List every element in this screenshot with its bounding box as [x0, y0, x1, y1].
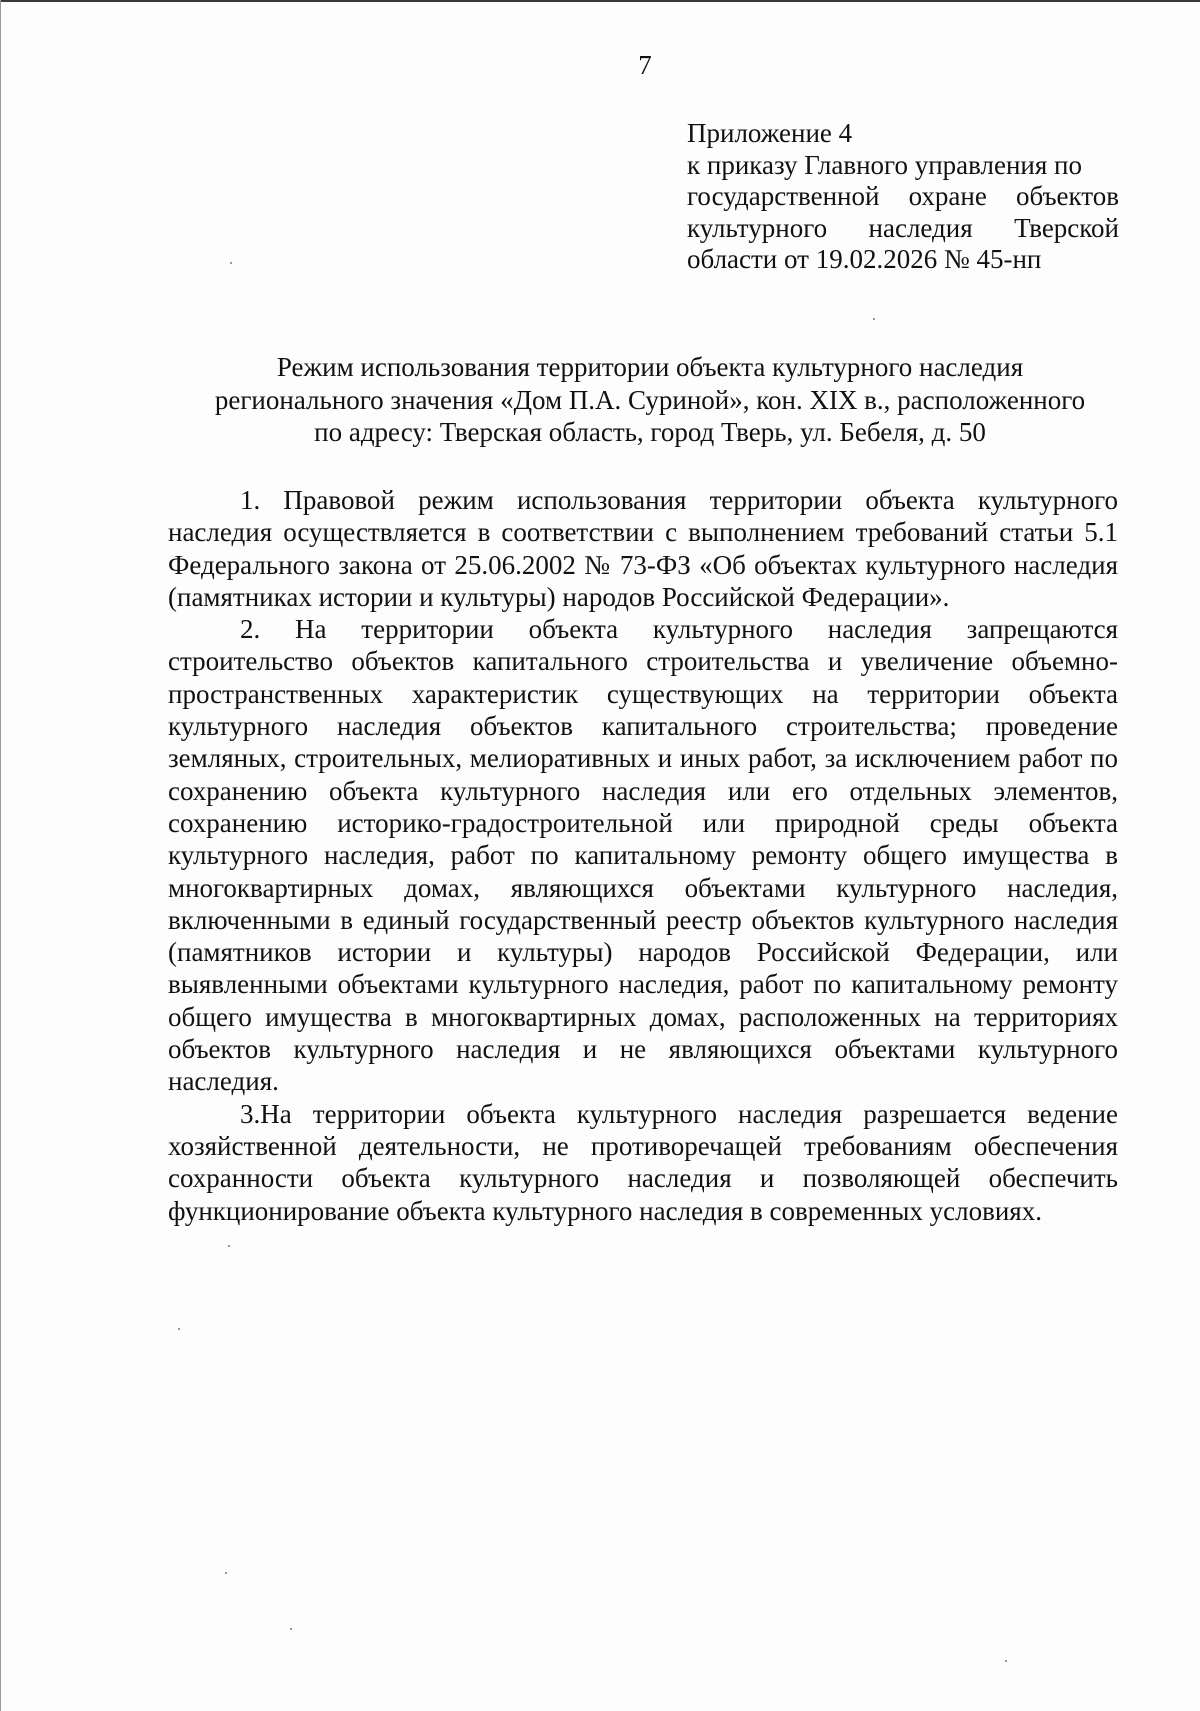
title-line: регионального значения «Дом П.А. Суриной», кон. XIX в., расположенного	[214, 384, 1086, 415]
paragraph: 2. На территории объекта культурного наследия запрещаются строительство объектов капитального строительства и увеличение объемно-пространственных характеристик существующих на территории объекта культурного наследия объектов капитального строительства; проведение земляных, строительных, мелиоративных и иных работ, за исключением работ по сохранению объекта культурного наследия или его отдельных элементов, сохранению историко-градостроительной или природной среды объекта культурного наследия, работ по капитальному ремонту общего имущества в многоквартирных домах, являющихся объектами культурного наследия, включенными в единый государственный реестр объектов культурного наследия (памятников истории и культуры) народов Российской Федерации, или выявленными объектами культурного наследия, работ по капитальному ремонту общего имущества в многоквартирных домах, расположенных на территориях объектов культурного наследия и не являющихся объектами культурного наследия.	[168, 614, 1118, 1097]
title-line: по адресу: Тверская область, город Тверь, ул. Бебеля, д. 50	[314, 417, 986, 447]
document-body	[168, 484, 1118, 1227]
title-line: Режим использования территории объекта культурного наследия	[276, 352, 1024, 382]
paragraph: 3.На территории объекта культурного наследия разрешается ведение хозяйственной деятельности, не противоречащей требованиям обеспечения сохранности объекта культурного наследия и позволяющей обеспечить функционирование объекта культурного наследия в современных условиях.	[168, 1098, 1118, 1226]
appendix-line: к приказу Главного управления по	[687, 149, 1082, 180]
scan-speck	[1005, 1660, 1007, 1662]
scan-speck	[230, 262, 232, 264]
appendix-line: области от 19.02.2026 № 45-нп	[687, 244, 1042, 274]
appendix-header	[687, 118, 1119, 276]
scan-speck	[228, 1245, 230, 1247]
appendix-line: культурного наследия Тверской	[687, 212, 1119, 243]
page-number: 7	[638, 50, 652, 80]
scan-edge-top	[0, 0, 1200, 2]
scan-speck	[873, 318, 875, 320]
scan-speck	[290, 1628, 292, 1630]
appendix-line: государственной охране объектов	[687, 181, 1119, 211]
scan-speck	[178, 1328, 180, 1330]
document-title	[150, 351, 1150, 449]
appendix-line: Приложение 4	[687, 118, 853, 148]
scan-edge-left	[0, 0, 1, 1711]
scan-speck	[225, 1572, 227, 1574]
paragraph: 1. Правовой режим использования территории объекта культурного наследия осуществляется в соответствии с выполнением требований статьи 5.1 Федерального закона от 25.06.2002 № 73-ФЗ «Об объектах культурного наследия (памятниках истории и культуры) народов Российской Федерации».	[168, 485, 1118, 612]
